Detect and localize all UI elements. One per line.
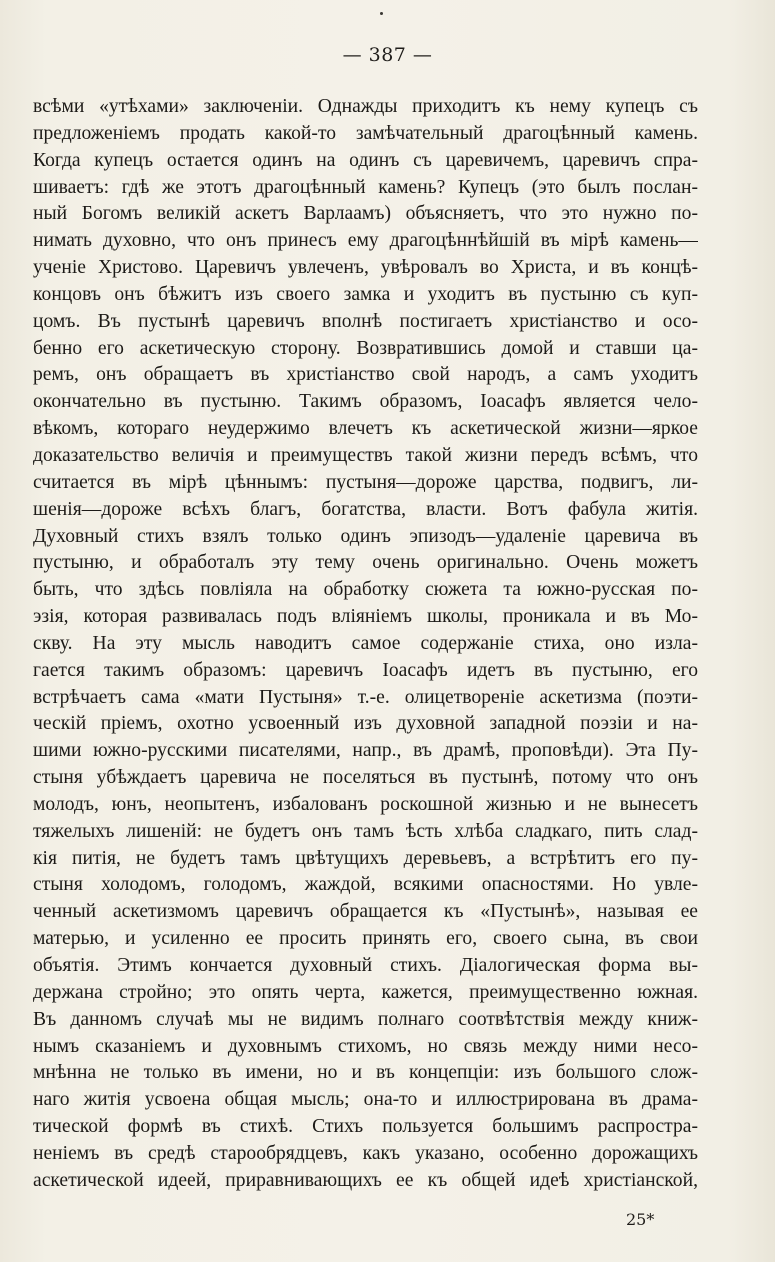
text-line: держана стройно; это опять черта, кажется, преимущественно южная.	[33, 981, 698, 1003]
text-line: тяжелыхъ лишенiй: не будетъ онъ тамъ ѣсть хлѣба сладкаго, пить слад-	[33, 820, 698, 842]
text-line: бенно его аскетическую сторону. Возвратившись домой и ставши ца-	[33, 337, 698, 359]
text-line: матерью, и усиленно ее просить принять его, своего сына, въ свои	[33, 928, 698, 950]
text-line: объятiя. Этимъ кончается духовный стихъ. Дiалогическая форма вы-	[33, 955, 698, 976]
text-line: шиваетъ: гдѣ же этотъ драгоцѣнный камень? Купецъ (это былъ послан-	[33, 176, 698, 198]
text-line: быть, что здѣсь повлiяла на обработку сюжета та южно-русская по-	[33, 579, 698, 601]
text-line: шенiя—дороже всѣхъ благъ, богатства, власти. Вотъ фабула житiя.	[33, 498, 698, 520]
text-line: встрѣчаетъ сама «мати Пустыня» т.-е. олицетворенiе аскетизма (поэти-	[33, 686, 698, 708]
text-line: мнѣнна не только въ имени, но и въ концепцiи: изъ большого слож-	[33, 1062, 698, 1084]
text-line: нымъ сказанiемъ и духовнымъ стихомъ, но связь между ними несо-	[33, 1035, 698, 1057]
text-line: концовъ онъ бѣжитъ изъ своего замка и уходитъ въ пустыню съ куп-	[33, 283, 698, 305]
text-line: нимать духовно, что онъ принесъ ему драгоцѣннѣйшiй въ мiрѣ камень—	[33, 230, 698, 252]
text-line: эзiя, которая развивалась подъ влiянiемъ школы, проникала и въ Мо-	[33, 606, 698, 628]
text-line: ный Богомъ великiй аскетъ Варлаамъ) объясняетъ, что это нужно по-	[33, 203, 698, 225]
printer-dot	[380, 12, 383, 15]
text-line: считается въ мiрѣ цѣннымъ: пустыня—дороже царства, подвигъ, ли-	[33, 471, 698, 493]
text-line: ненiемъ въ средѣ старообрядцевъ, какъ указано, особенно дорожащихъ	[33, 1142, 698, 1164]
text-line: Когда купецъ остается одинъ на одинъ съ царевичемъ, царевичъ спра-	[33, 149, 698, 171]
text-line: стыня холодомъ, голодомъ, жаждой, всякими опасностями. Но увле-	[33, 874, 698, 896]
text-line: молодъ, юнъ, неопытенъ, избалованъ роскошной жизнью и не вынесетъ	[33, 793, 698, 815]
text-line: пустыню, и обработалъ эту тему очень оригинально. Очень можетъ	[33, 552, 698, 574]
text-line: ученiе Христово. Царевичъ увлеченъ, увѣровалъ во Христа, и въ концѣ-	[33, 257, 698, 279]
text-line: гается такимъ образомъ: царевичъ Iоасафъ идетъ въ пустыню, его	[33, 659, 698, 681]
text-line: скву. На эту мысль наводитъ самое содержанiе стиха, оно изла-	[33, 632, 698, 654]
text-line: наго житiя усвоена общая мысль; она-то и иллюстрирована въ драма-	[33, 1089, 698, 1111]
text-line: Въ данномъ случаѣ мы не видимъ полнаго соотвѣтствiя между книж-	[33, 1008, 698, 1030]
signature-mark: 25*	[626, 1210, 655, 1229]
text-line: доказательство величiя и преимуществъ такой жизни передъ всѣмъ, что	[33, 444, 698, 466]
page-number-header: — 387 —	[342, 44, 433, 66]
text-line: ченный аскетизмомъ царевичъ обращается къ «Пустынѣ», называя ее	[33, 901, 698, 923]
text-line: предложенiемъ продать какой-то замѣчательный драгоцѣнный камень.	[33, 122, 698, 144]
text-line: цомъ. Въ пустынѣ царевичъ вполнѣ постигаетъ христiанство и осо-	[33, 310, 698, 332]
text-line: Духовный стихъ взялъ только одинъ эпизодъ—удаленiе царевича въ	[33, 525, 698, 547]
text-line: вѣкомъ, котораго неудержимо влечетъ къ аскетической жизни—яркое	[33, 418, 698, 440]
body-text	[33, 94, 698, 1195]
text-line: окончательно въ пустыню. Такимъ образомъ, Iоасафъ является чело-	[33, 391, 698, 413]
text-line: ремъ, онъ обращаетъ въ христiанство свой народъ, а самъ уходитъ	[33, 364, 698, 386]
text-line: тической формѣ въ стихѣ. Стихъ пользуется большимъ распростра-	[33, 1116, 698, 1138]
text-line: кiя питiя, не будетъ тамъ цвѣтущихъ деревьевъ, а встрѣтитъ его пу-	[33, 847, 698, 869]
text-line: ческiй прiемъ, охотно усвоенный изъ духовной западной поэзiи и на-	[33, 713, 698, 735]
text-line: шими южно-русскими писателями, напр., въ драмѣ, проповѣди). Эта Пу-	[33, 740, 698, 762]
text-line: всѣми «утѣхами» заключенiи. Однажды приходитъ къ нему купецъ съ	[33, 96, 698, 117]
text-line: стыня убѣждаетъ царевича не поселяться въ пустынѣ, потому что онъ	[33, 767, 698, 789]
text-line: аскетической идеей, приравнивающихъ ее къ общей идеѣ христiанской,	[33, 1169, 698, 1191]
